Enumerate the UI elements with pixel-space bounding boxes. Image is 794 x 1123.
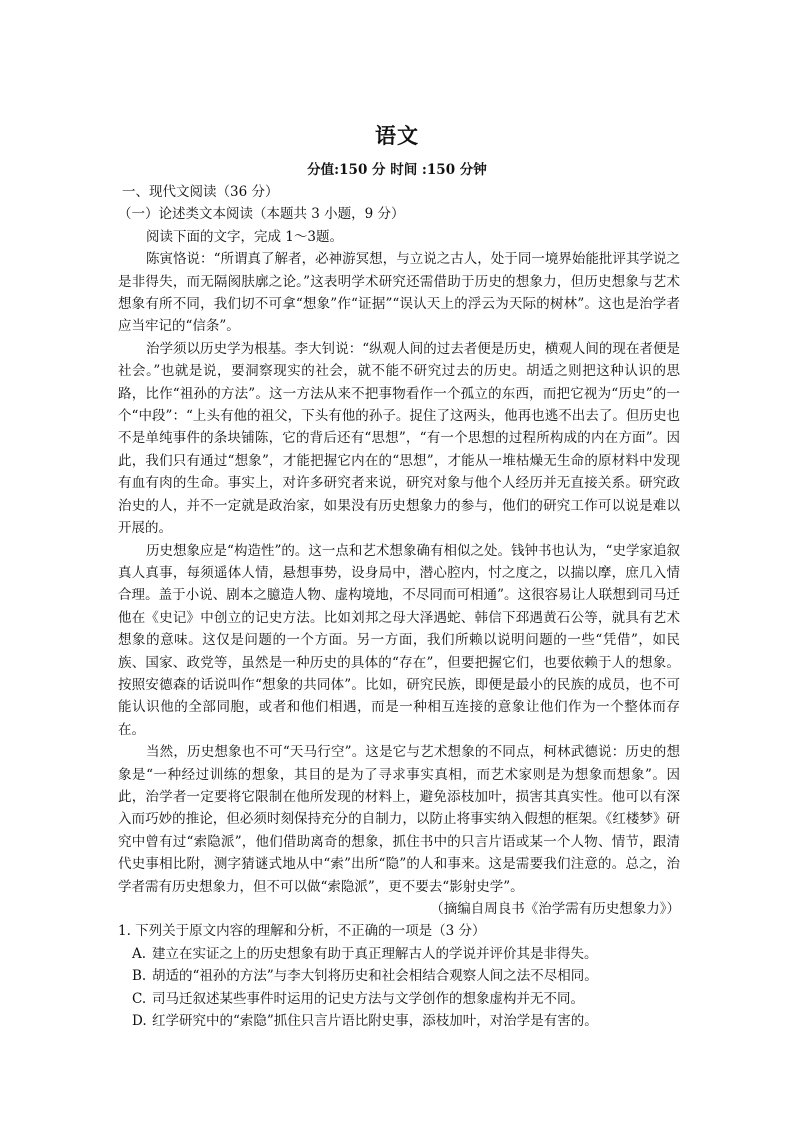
sub-section-heading: （一）论述类文本阅读（本题共 3 小题，9 分） xyxy=(118,206,405,223)
option-b xyxy=(132,965,680,987)
page-title: 语文 xyxy=(375,123,419,148)
option-d xyxy=(132,1010,680,1032)
option-label: D. xyxy=(132,1013,147,1030)
question-stem: 1. 下列关于原文内容的理解和分析，不正确的一项是（3 分） xyxy=(118,923,486,940)
option-text: 建立在实证之上的历史想象有助于真正理解古人的学说并评价其是非得失。 xyxy=(152,945,598,962)
option-text: 胡适的“祖孙的方法”与李大钊将历史和社会相结合观察人间之法不尽相同。 xyxy=(152,968,598,985)
option-text: 红学研究中的“索隐”抓住只言片语比附史事，添枝加叶，对治学是有害的。 xyxy=(152,1013,598,1030)
article-paragraph-3: 历史想象应是“构造性”的。这一点和艺术想象确有相似之处。钱钟书也认为，“史学家追叙真人真事，每须遥体人情，悬想事势，设身局中，潜心腔内，忖之度之，以揣以摩，庶几入情合理。盖于小说、剧本之臆造人物、虚构境地，不尽同而可相通”。这很容易让人联想到司马迁他在《史记》中创立的记史方法。比如刘邦之母大泽遇蛇、韩信下邳遇黄石公等，就具有艺术想象的意味。这仅是问题的一个方面。另一方面，我们所赖以说明问题的一些“凭借”，如民族、国家、政党等，虽然是一种历史的具体的“存在”，但要把握它们，也要依赖于人的想象。按照安德森的话说叫作“想象的共同体”。比如，研究民族，即便是最小的民族的成员，也不可能认识他的全部同胞，或者和他们相遇，而是一种相互连接的意象让他们作为一个整体而存在。 xyxy=(118,542,680,738)
option-c xyxy=(132,988,680,1010)
question-1 xyxy=(118,920,680,1032)
exam-meta: 分值:150 分 时间 :150 分钟 xyxy=(307,162,487,178)
article-paragraph-2: 治学须以历史学为根基。李大钊说：“纵观人间的过去者便是历史，横观人间的现在者便是社会。”也就是说，要洞察现实的社会，就不能不研究过去的历史。胡适之则把这种认识的思路，比作“祖孙的方法”。这一方法从来不把事物看作一个孤立的东西，而把它视为“历史”的一个“中段”：“上头有他的祖父，下头有他的孙子。捉住了这两头，他再也逃不出去了。但历史也不是单纯事件的条块铺陈，它的背后还有“思想”，“有一个思想的过程所构成的内在方面”。因此，我们只有通过“想象”，才能把握它内在的“思想”，才能从一堆枯燥无生命的原材料中发现有血有肉的生命。事实上，对许多研究者来说，研究对象与他个人经历并无直接关系。研究政治史的人，并不一定就是政治家，如果没有历史想象力的参与，他们的研究工作可以说是难以开展的。 xyxy=(118,340,680,537)
option-text: 司马迁叙述某些事件时运用的记史方法与文学创作的想象虚构并无不同。 xyxy=(152,990,584,1007)
option-label: A. xyxy=(132,945,147,962)
option-label: C. xyxy=(132,990,147,1007)
section-heading: 一、现代文阅读（36 分） xyxy=(122,184,279,200)
article-source: （摘编自周良书《治学需有历史想象力》） xyxy=(430,901,680,917)
option-label: B. xyxy=(132,968,147,985)
article-body xyxy=(118,248,680,898)
article-paragraph-4: 当然，历史想象也不可“天马行空”。这是它与艺术想象的不同点，柯林武德说：历史的想象是“一种经过训练的想象，其目的是为了寻求事实真相，而艺术家则是为想象而想象”。因此，治学者一定要将它限制在他所发现的材料上，避免添枝加叶，损害其真实性。他可以有深入而巧妙的推论，但必须时刻保持充分的自制力，以防止将事实纳入假想的框架。《红楼梦》研究中曾有过“索隐派”，他们借助离奇的想象，抓住书中的只言片语或某一个人物、情节，跟清代史事相比附，测字猜谜式地从中“索”出所“隐”的人和事来。这是需要我们注意的。总之，治学者需有历史想象力，但不可以做“索隐派”，更不要去“影射史学”。 xyxy=(118,744,680,895)
exam-content xyxy=(118,181,680,1032)
article-paragraph-1: 陈寅恪说：“所谓真了解者，必神游冥想，与立说之古人，处于同一境界始能批评其学说之是非得失，而无隔阂肤廓之论。”这表明学术研究还需借助于历史的想象力，但历史想象与艺术想象有所不同，我们切不可拿“想象”作“证据”“误认天上的浮云为天际的树林”。这也是治学者应当牢记的“信条”。 xyxy=(118,251,680,335)
question-options xyxy=(118,943,680,1033)
option-a xyxy=(132,943,680,965)
reading-instruction: 阅读下面的文字，完成 1～3题。 xyxy=(146,228,343,245)
